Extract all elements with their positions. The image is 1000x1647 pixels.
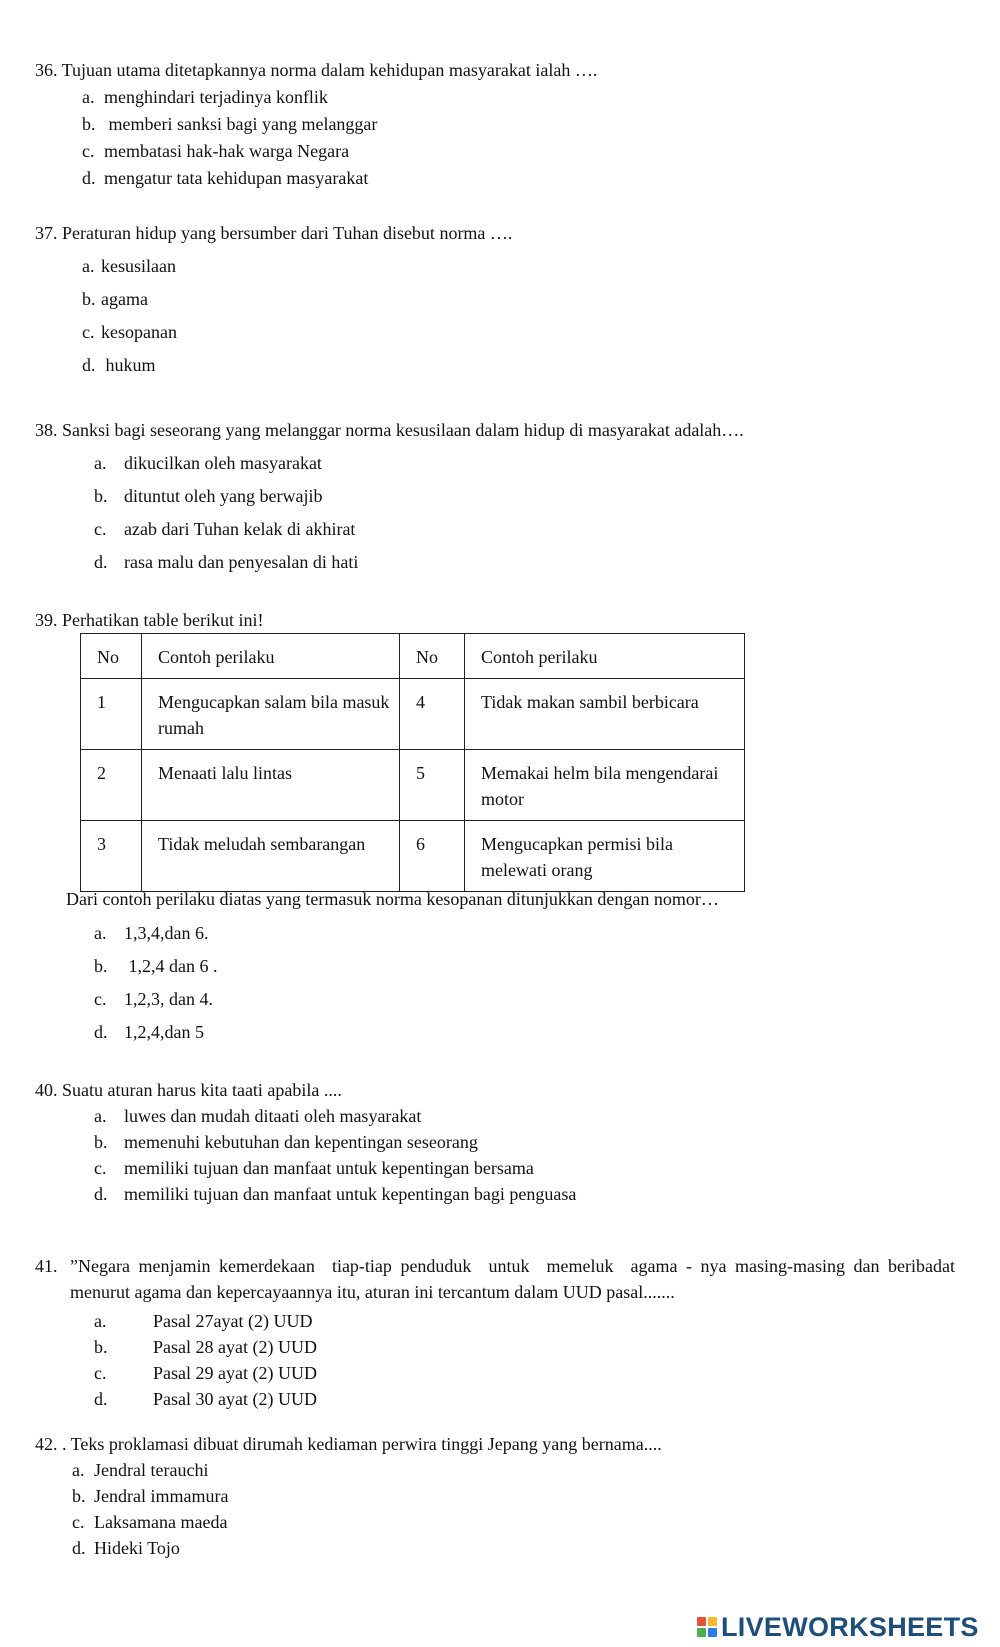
q38-question: 38. Sanksi bagi seseorang yang melanggar norma kesusilaan dalam hidup di masyarakat adalah…. — [35, 420, 744, 440]
logo-square — [708, 1617, 717, 1626]
table-cell: 1 — [81, 679, 142, 750]
table-header-cell: No — [81, 634, 142, 679]
q37-option-a[interactable]: a. kesusilaan — [82, 256, 176, 276]
table-cell: Tidak meludah sembarangan — [142, 821, 400, 892]
q41-option-a[interactable]: a. Pasal 27ayat (2) UUD — [94, 1311, 313, 1331]
q41-number: 41. — [35, 1256, 58, 1276]
q42-option-d[interactable]: d. Hideki Tojo — [72, 1538, 180, 1558]
q39-question: 39. Perhatikan table berikut ini! — [35, 610, 264, 630]
table-cell: 5 — [400, 750, 465, 821]
q40-option-c[interactable]: c. memiliki tujuan dan manfaat untuk kepentingan bersama — [94, 1158, 534, 1178]
table-row — [81, 821, 745, 892]
q42-option-c[interactable]: c. Laksamana maeda — [72, 1512, 228, 1532]
q38-option-a[interactable]: a. dikucilkan oleh masyarakat — [94, 453, 322, 473]
liveworksheets-logo — [697, 1612, 979, 1642]
q39-option-b[interactable]: b. 1,2,4 dan 6 . — [94, 956, 218, 976]
q41-option-b[interactable]: b. Pasal 28 ayat (2) UUD — [94, 1337, 317, 1357]
q36-option-c[interactable]: c. membatasi hak-hak warga Negara — [82, 141, 350, 161]
behavior-table — [80, 633, 745, 892]
logo-square — [697, 1628, 706, 1637]
table-header-cell: Contoh perilaku — [142, 634, 400, 679]
q39-option-a[interactable]: a. 1,3,4,dan 6. — [94, 923, 209, 943]
q40-option-d[interactable]: d. memiliki tujuan dan manfaat untuk kepentingan bagi penguasa — [94, 1184, 577, 1204]
q37-option-b[interactable]: b. agama — [82, 289, 148, 309]
table-cell: Mengucapkan salam bila masuk rumah — [142, 679, 400, 750]
logo-text: LIVEWORKSHEETS — [721, 1611, 979, 1642]
table-header-row — [81, 634, 745, 679]
q42-question: 42. . Teks proklamasi dibuat dirumah kediaman perwira tinggi Jepang yang bernama.... — [35, 1434, 662, 1454]
q42-option-b[interactable]: b. Jendral immamura — [72, 1486, 229, 1506]
table-header-cell: Contoh perilaku — [465, 634, 745, 679]
table-cell: 4 — [400, 679, 465, 750]
q40-question: 40. Suatu aturan harus kita taati apabila .... — [35, 1080, 342, 1100]
q38-option-b[interactable]: b. dituntut oleh yang berwajib — [94, 486, 323, 506]
q36-option-b[interactable]: b. memberi sanksi bagi yang melanggar — [82, 114, 378, 134]
q40-option-a[interactable]: a. luwes dan mudah ditaati oleh masyarakat — [94, 1106, 422, 1126]
table-cell: Mengucapkan permisi bila melewati orang — [465, 821, 745, 892]
q36-option-d[interactable]: d. mengatur tata kehidupan masyarakat — [82, 168, 369, 188]
table-cell: 2 — [81, 750, 142, 821]
q39-option-d[interactable]: d. 1,2,4,dan 5 — [94, 1022, 204, 1042]
q41-option-c[interactable]: c. Pasal 29 ayat (2) UUD — [94, 1363, 317, 1383]
table-cell: Menaati lalu lintas — [142, 750, 400, 821]
q37-option-c[interactable]: c. kesopanan — [82, 322, 177, 342]
logo-square — [708, 1628, 717, 1637]
q41-question: ”Negara menjamin kemerdekaan tiap-tiap penduduk untuk memeluk agama - nya masing-masing dan beribadat menurut agama dan kepercayaannya itu, aturan ini tercantum dalam UUD pasal....... — [70, 1256, 960, 1302]
table-cell: 3 — [81, 821, 142, 892]
q36-option-a[interactable]: a. menghindari terjadinya konflik — [82, 87, 328, 107]
table-cell: 6 — [400, 821, 465, 892]
table-cell: Memakai helm bila mengendarai motor — [465, 750, 745, 821]
q38-option-d[interactable]: d. rasa malu dan penyesalan di hati — [94, 552, 359, 572]
logo-square — [697, 1617, 706, 1626]
table-row — [81, 679, 745, 750]
table-cell: Tidak makan sambil berbicara — [465, 679, 745, 750]
q42-option-a[interactable]: a. Jendral terauchi — [72, 1460, 209, 1480]
q40-option-b[interactable]: b. memenuhi kebutuhan dan kepentingan seseorang — [94, 1132, 478, 1152]
q38-option-c[interactable]: c. azab dari Tuhan kelak di akhirat — [94, 519, 356, 539]
q39-followup: Dari contoh perilaku diatas yang termasuk norma kesopanan ditunjukkan dengan nomor… — [66, 889, 719, 909]
q41-option-d[interactable]: d. Pasal 30 ayat (2) UUD — [94, 1389, 317, 1409]
q36-question: 36. Tujuan utama ditetapkannya norma dalam kehidupan masyarakat ialah …. — [35, 60, 598, 80]
logo-mark-icon — [697, 1617, 717, 1637]
table-header-cell: No — [400, 634, 465, 679]
q37-question: 37. Peraturan hidup yang bersumber dari Tuhan disebut norma …. — [35, 223, 513, 243]
q37-option-d[interactable]: d. hukum — [82, 355, 156, 375]
q39-option-c[interactable]: c. 1,2,3, dan 4. — [94, 989, 213, 1009]
table-row — [81, 750, 745, 821]
